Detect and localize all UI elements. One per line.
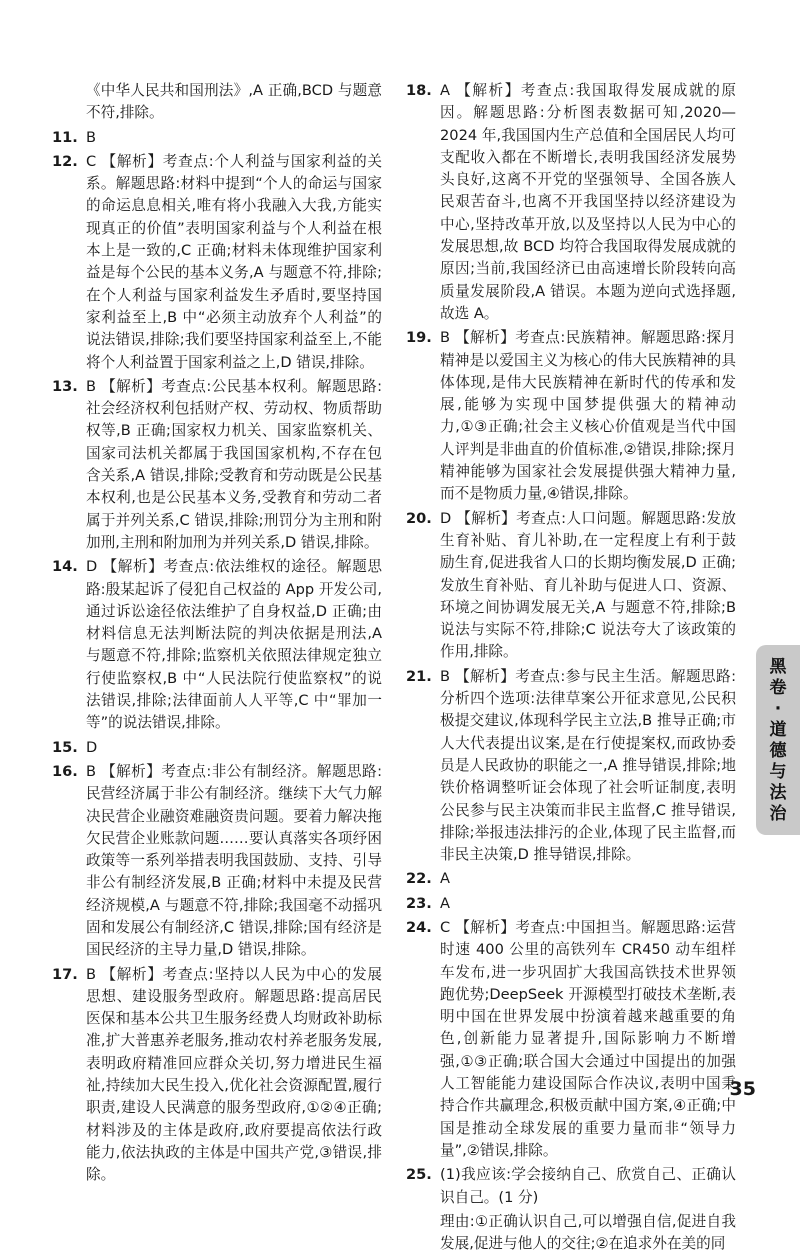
- question-number: 11.: [52, 128, 78, 146]
- answer-text: B 【解析】考查点:参与民主生活。解题思路:分析四个选项:法律草案公开征求意见,公民积极提交建议,体现科学民主立法,B 推导正确;市人大代表提出议案,是在行使提案权,而政协委员是人民政协的职能之一,A 推导错误,排除;地铁价格调整听证会体现了社会听证制度,表明公民参与民主决策而非民主监督,C 推导错误,排除;举报违法排污的企业,体现了民主监督,而非民主决策,D 推导错误,排除。: [440, 667, 736, 864]
- side-tab-char: 德: [769, 741, 787, 761]
- answer-text: A: [440, 894, 450, 912]
- question-number: 19.: [406, 329, 432, 347]
- answer-text: B 【解析】考查点:公民基本权利。解题思路:社会经济权利包括财产权、劳动权、物质帮助权等,B 正确;国家权力机关、国家监察机关、国家司法机关都属于我国国家机构,不存在包含关系,A 错误,排除;受教育和劳动既是公民基本权利,也是公民基本义务,受教育和劳动二者属于并列关系,C 错误,排除;刑罚分为主刑和附加刑,主刑和附加刑为并列关系,D 错误,排除。: [86, 377, 382, 551]
- answer-item: [52, 964, 382, 1187]
- question-number: 17.: [52, 965, 78, 983]
- answer-item: [406, 917, 736, 1162]
- question-number: 21.: [406, 667, 432, 685]
- answer-text: 《中华人民共和国刑法》,A 正确,BCD 与题意不符,排除。: [86, 82, 382, 122]
- answer-text: D: [86, 738, 98, 756]
- side-tab-char: 卷: [769, 678, 787, 698]
- subject-side-tab: [756, 645, 800, 835]
- answer-text: (1)我应该:学会接纳自己、欣赏自己、正确认识自己。(1 分): [440, 1166, 736, 1206]
- question-number: 13.: [52, 377, 78, 395]
- question-number: 16.: [52, 762, 78, 780]
- answer-text: D 【解析】考查点:依法维权的途径。解题思路:殷某起诉了侵犯自己权益的 App 开发公司,通过诉讼途径依法维护了自身权益,D 正确;由材料信息无法判断法院的判决依据是刑法,A 与题意不符,排除;监察机关依照法律规定独立行使监察权,B 中“人民法院行使监察权”的说法错误,排除;法律面前人人平等,C 中“罪加一等”的说法错误,排除。: [86, 558, 382, 732]
- question-number: 14.: [52, 558, 78, 576]
- answer-text: B 【解析】考查点:非公有制经济。解题思路:民营经济属于非公有制经济。继续下大气力解决民营企业融资难融资贵问题。要着力解决拖欠民营企业账款问题……要认真落实各项纾困政策等一系列举措表明我国鼓励、支持、引导非公有制经济发展,B 正确;材料中未提及民营经济规模,A 与题意不符,排除;我国毫不动摇巩固和发展公有制经济,C 错误,排除;国有经济是国民经济的主导力量,D 错误,排除。: [86, 762, 382, 959]
- answer-item: [52, 761, 382, 962]
- side-tab-char: ·: [774, 699, 782, 719]
- answer-text: 理由:①正确认识自己,可以增强自信,促进自我发展,促进与他人的交往;②在追求外在美的同: [440, 1212, 736, 1253]
- question-number: 24.: [406, 918, 432, 936]
- answer-text: C 【解析】考查点:个人利益与国家利益的关系。解题思路:材料中提到“个人的命运与国家的命运息息相关,唯有将小我融入大我,方能实现真正的价值”表明国家利益与个人利益在根本上是一致的,C 正确;材料未体现维护国家利益是每个公民的基本义务,A 与题意不符,排除;在个人利益与国家利益发生矛盾时,要坚持国家利益至上,B 中“必须主动放弃个人利益”的说法错误,排除;我们要坚持国家利益至上,不能将个人利益置于国家利益之上,D 错误,排除。: [86, 152, 382, 371]
- page-number: 35: [729, 1078, 756, 1100]
- answer-item: [406, 80, 736, 325]
- side-tab-char: 治: [769, 804, 787, 824]
- question-number: 15.: [52, 738, 78, 756]
- answer-item: [406, 1211, 736, 1256]
- question-number: 23.: [406, 894, 432, 912]
- answer-item: [406, 893, 736, 915]
- answer-item: [52, 151, 382, 374]
- answer-text: A: [440, 870, 450, 888]
- side-tab-char: 黑: [769, 657, 787, 677]
- answer-item: [52, 376, 382, 554]
- question-number: 20.: [406, 509, 432, 527]
- answer-item: [406, 666, 736, 867]
- side-tab-char: 道: [769, 720, 787, 740]
- question-number: 22.: [406, 870, 432, 888]
- left-column: [52, 80, 382, 1189]
- answer-text: B 【解析】考查点:坚持以人民为中心的发展思想、建设服务型政府。解题思路:提高居民医保和基本公共卫生服务经费人均财政补助标准,扩大普惠养老服务,推动农村养老服务发展,表明政府精准回应群众关切,努力增进民生福祉,持续加大民生投入,优化社会资源配置,履行职责,建设人民满意的服务型政府,①②④正确;材料涉及的主体是政府,政府要提高依法行政能力,依法执政的主体是中国共产党,③错误,排除。: [86, 965, 382, 1184]
- answer-item: [406, 868, 736, 890]
- answer-item: [52, 737, 382, 759]
- answer-item: [406, 327, 736, 505]
- answer-text: B 【解析】考查点:民族精神。解题思路:探月精神是以爱国主义为核心的伟大民族精神的具体体现,是伟大民族精神在新时代的传承和发展,能够为实现中国梦提供强大的精神动力,①③正确;社会主义核心价值观是当代中国人评判是非曲直的价值标准,②错误,排除;探月精神能够为国家社会发展提供强大精神力量,而不是物质力量,④错误,排除。: [440, 329, 736, 503]
- answer-item: [52, 556, 382, 734]
- answer-text: C 【解析】考查点:中国担当。解题思路:运营时速 400 公里的高铁列车 CR450 动车组样车发布,进一步巩固扩大我国高铁技术世界领跑优势;DeepSeek 开源模型打破技术垄断,表明中国在世界发展中扮演着越来越重要的角色,创新能力显著提升,国际影响力不断增强,①③正确;联合国大会通过中国提出的加强人工智能能力建设国际合作决议,表明中国秉持合作共赢理念,积极贡献中国方案,④正确;中国是推动全球发展的重要力量而非“领导力量”,②错误,排除。: [440, 918, 736, 1159]
- question-number: 12.: [52, 152, 78, 170]
- answer-item: [52, 127, 382, 149]
- question-number: 18.: [406, 82, 432, 99]
- right-column: [406, 80, 736, 1257]
- side-tab-char: 与: [769, 762, 787, 782]
- answer-text: D 【解析】考查点:人口问题。解题思路:发放生育补贴、育儿补助,在一定程度上有利于鼓励生育,促进我省人口的长期均衡发展,D 正确;发放生育补贴、育儿补助与促进人口、资源、环境之间协调发展无关,A 与题意不符,排除;B 说法与实际不符,排除;C 说法夸大了该政策的作用,排除。: [440, 509, 736, 661]
- answer-item: [406, 1164, 736, 1209]
- question-number: 25.: [406, 1166, 432, 1184]
- answer-item: [52, 80, 382, 125]
- answer-item: [406, 508, 736, 664]
- side-tab-char: 法: [769, 783, 787, 803]
- answer-text: A 【解析】考查点:我国取得发展成就的原因。解题思路:分析图表数据可知,2020—2024 年,我国国内生产总值和全国居民人均可支配收入都在不断增长,表明我国经济发展势头良好,这离不开党的坚强领导、全国各族人民艰苦奋斗,也离不开我国坚持以经济建设为中心,坚持改革开放,以及坚持以人民为中心的发展思想,故 BCD 均符合我国取得发展成就的原因;当前,我国经济已由高速增长阶段转向高质量发展阶段,A 错误。本题为逆向式选择题,故选 A。: [440, 82, 736, 322]
- answer-text: B: [86, 128, 97, 146]
